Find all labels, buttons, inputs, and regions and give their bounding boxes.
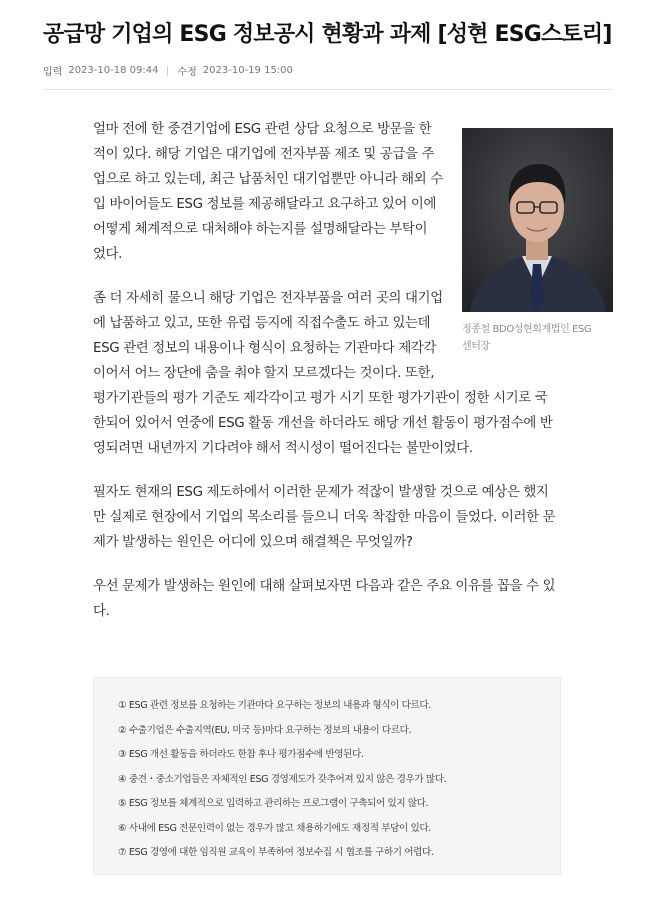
paragraph-line: 다. [93, 604, 110, 619]
paragraph-line: 얼마 전에 한 중견기업에 ESG 관련 상담 요청으로 방문을 한 [93, 122, 432, 137]
paragraph-line: 영되려면 내년까지 기다려야 해서 적시성이 떨어진다는 불만이었다. [93, 441, 473, 456]
paragraph-line: 입 바이어들도 ESG 정보를 제공해달라고 요구하고 있어 이에 [93, 197, 437, 212]
paragraph-line: 제가 발생하는 원인은 어디에 있으며 해결책은 무엇일까? [93, 535, 413, 550]
article-title: 공급망 기업의 ESG 정보공시 현황과 과제 [성현 ESG스토리] [43, 22, 612, 47]
reason-item: ④ 중견・중소기업들은 자체적인 ESG 경영제도가 갖추어져 있지 않은 경우가 많다. [118, 774, 447, 785]
photo-caption [462, 321, 622, 355]
paragraph-line: 필자도 현재의 ESG 제도하에서 이러한 문제가 적잖이 발생할 것으로 예상은 했지 [93, 485, 549, 500]
paragraph-line: 어떻게 체계적으로 대처해야 하는지를 설명해달라는 부탁이 [93, 222, 428, 237]
author-photo [462, 128, 613, 312]
reason-item: ③ ESG 개선 활동을 하더라도 한참 후나 평가점수에 반영된다. [118, 749, 364, 760]
paragraph-line: 평가기관들의 평가 기준도 제각각이고 평가 시기 또한 평가기관이 정한 시기로 국 [93, 391, 548, 406]
input-date-label: 입력 [43, 67, 63, 78]
edit-date: 2023-10-19 15:00 [202, 65, 293, 76]
paragraph-line: ESG 관련 정보의 내용이나 형식이 요청하는 기관마다 제각각 [93, 341, 437, 356]
reason-item: ⑤ ESG 정보를 체계적으로 입력하고 관리하는 프로그램이 구축되어 있지 않다. [118, 798, 429, 809]
meta-divider [167, 66, 168, 76]
caption-line: 센터장 [462, 341, 490, 352]
edit-date-label: 수정 [177, 67, 197, 78]
paragraph-line: 었다. [93, 247, 123, 262]
reason-item: ⑦ ESG 경영에 대한 임직원 교육이 부족하여 정보수집 시 협조를 구하기 어렵다. [118, 847, 434, 858]
portrait-image [462, 128, 613, 312]
paragraph-line: 우선 문제가 발생하는 원인에 대해 살펴보자면 다음과 같은 주요 이유를 꼽을 수 있 [93, 579, 556, 594]
paragraph-2 [93, 286, 552, 461]
paragraph-line: 좀 더 자세히 물으니 해당 기업은 전자부품을 여러 곳의 대기업 [93, 291, 443, 306]
paragraph-line: 업으로 하고 있는데, 최근 납품처인 대기업뿐만 아니라 해외 수 [93, 172, 443, 187]
article-meta [43, 63, 293, 78]
input-date: 2023-10-18 09:44 [68, 65, 159, 76]
caption-line: 정종철 BDO성현회계법인 ESG [462, 324, 592, 335]
paragraph-1 [93, 117, 443, 267]
paragraph-line: 에 납품하고 있고, 또한 유럽 등지에 직접수출도 하고 있는데 [93, 316, 431, 331]
reasons-box [93, 677, 561, 875]
reason-item: ① ESG 관련 정보를 요청하는 기관마다 요구하는 정보의 내용과 형식이 다르다. [118, 700, 431, 711]
paragraph-line: 적이 있다. 해당 기업은 대기업에 전자부품 제조 및 공급을 주 [93, 147, 435, 162]
header-divider [43, 89, 613, 90]
paragraph-3 [93, 480, 555, 555]
paragraph-line: 만 실제로 현장에서 기업의 목소리를 들으니 더욱 착잡한 마음이 들었다. 이러한 문 [93, 510, 556, 525]
reason-item: ② 수출기업은 수출지역(EU, 미국 등)마다 요구하는 정보의 내용이 다르다. [118, 725, 412, 736]
reason-item: ⑥ 사내에 ESG 전문인력이 없는 경우가 많고 채용하기에도 재정적 부담이 있다. [118, 823, 431, 834]
paragraph-4 [93, 574, 555, 624]
paragraph-line: 한되어 있어서 연중에 ESG 활동 개선을 하더라도 해당 개선 활동이 평가점수에 반 [93, 416, 553, 431]
paragraph-line: 이어서 어느 장단에 춤을 춰야 할지 모르겠다는 것이다. 또한, [93, 366, 435, 381]
